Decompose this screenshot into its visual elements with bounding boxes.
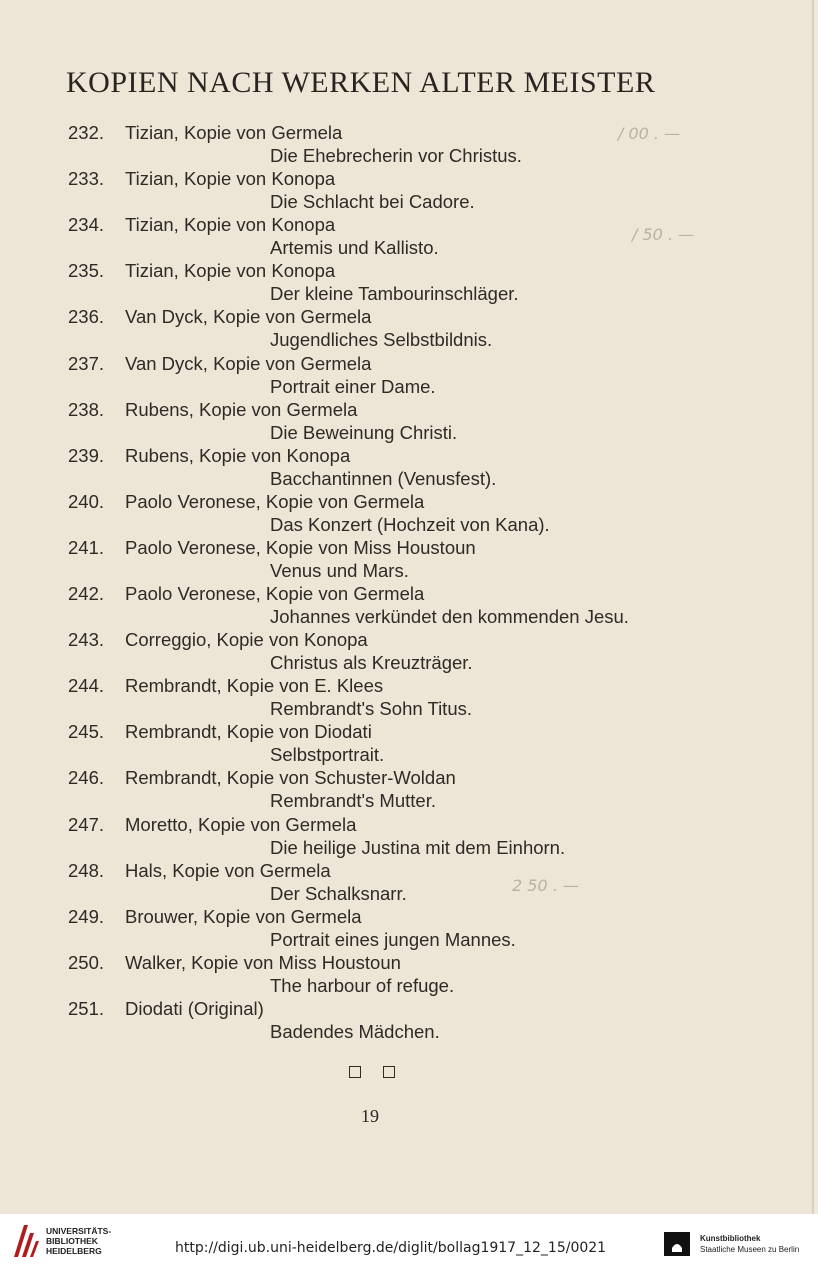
viewer-footer <box>0 1214 818 1276</box>
catalog-entry <box>0 721 812 767</box>
page-heading: KOPIEN NACH WERKEN ALTER MEISTER <box>66 66 656 99</box>
entry-number: 247. <box>68 813 105 835</box>
entry-artist: Moretto, Kopie von Germela <box>125 813 357 835</box>
entry-title: Venus und Mars. <box>270 559 409 581</box>
entry-number: 238. <box>68 398 105 420</box>
entry-number: 235. <box>68 260 105 282</box>
entry-title: Jugendliches Selbstbildnis. <box>270 329 493 351</box>
catalog-entry <box>0 491 812 537</box>
entry-number: 243. <box>68 629 105 651</box>
entry-artist: Rubens, Kopie von Germela <box>125 398 358 420</box>
entry-title: Die Beweinung Christi. <box>270 421 458 443</box>
entry-artist: Rembrandt, Kopie von Schuster-Woldan <box>125 767 456 789</box>
entry-number: 250. <box>68 951 105 973</box>
entry-title: Bacchantinnen (Venusfest). <box>270 467 497 489</box>
catalog-entry <box>0 260 812 306</box>
catalog-entry <box>0 767 812 813</box>
entry-number: 244. <box>68 675 105 697</box>
entry-title: Die Schlacht bei Cadore. <box>270 191 475 213</box>
catalog-entry <box>0 860 812 906</box>
catalog-entry <box>0 629 812 675</box>
logo-line: UNIVERSITÄTS- <box>46 1226 112 1236</box>
logo-line: BIBLIOTHEK <box>46 1236 98 1246</box>
catalog-entry <box>0 537 812 583</box>
university-library-logo[interactable] <box>10 1223 111 1259</box>
page-number: 19 <box>361 1106 379 1126</box>
entry-artist: Tizian, Kopie von Konopa <box>125 260 336 282</box>
entry-number: 245. <box>68 721 105 743</box>
square-ornament-icon <box>349 1066 361 1078</box>
entry-title: Die heilige Justina mit dem Einhorn. <box>270 836 566 858</box>
entry-title: Johannes verkündet den kommenden Jesu. <box>270 606 629 627</box>
museum-emblem-icon <box>664 1232 690 1256</box>
entry-artist: Brouwer, Kopie von Germela <box>125 905 362 927</box>
square-ornament-icon <box>383 1066 395 1078</box>
entry-number: 240. <box>68 490 105 512</box>
logo-line: Staatliche Museen zu Berlin <box>700 1245 800 1254</box>
entry-artist: Rubens, Kopie von Konopa <box>125 444 351 466</box>
section-end-marks <box>349 1066 395 1078</box>
entry-number: 241. <box>68 536 105 558</box>
catalog-entry <box>0 168 812 214</box>
entry-title: Der Schalksnarr. <box>270 882 407 904</box>
catalog-entry <box>0 399 812 445</box>
entry-title: Selbstportrait. <box>270 744 385 766</box>
catalog-entry <box>0 675 812 721</box>
entry-title: Artemis und Kallisto. <box>270 237 439 259</box>
entry-artist: Correggio, Kopie von Konopa <box>125 629 368 651</box>
entry-number: 234. <box>68 214 105 236</box>
entry-artist: Walker, Kopie von Miss Houstoun <box>125 951 401 973</box>
entry-title: Das Konzert (Hochzeit von Kana). <box>270 513 550 535</box>
entry-number: 248. <box>68 859 105 881</box>
entry-artist: Diodati (Original) <box>125 997 264 1019</box>
catalog-entry <box>0 583 812 629</box>
kunstbibliothek-logo[interactable] <box>664 1232 799 1256</box>
entry-artist: Paolo Veronese, Kopie von Miss Houstoun <box>125 536 476 558</box>
entry-number: 232. <box>68 122 105 143</box>
entry-title: Christus als Kreuzträger. <box>270 652 473 674</box>
entry-artist: Tizian, Kopie von Konopa <box>125 168 336 190</box>
entry-number: 236. <box>68 306 105 328</box>
catalog-entry <box>0 814 812 860</box>
entry-title: The harbour of refuge. <box>270 974 455 996</box>
catalog-entry <box>0 906 812 952</box>
catalog-entry <box>0 353 812 399</box>
entry-number: 251. <box>68 997 105 1019</box>
entry-number: 242. <box>68 583 105 604</box>
entry-artist: Tizian, Kopie von Germela <box>125 122 343 143</box>
logo-line: Kunstbibliothek <box>700 1234 761 1243</box>
entry-artist: Van Dyck, Kopie von Germela <box>125 306 372 328</box>
entry-artist: Paolo Veronese, Kopie von Germela <box>125 583 425 604</box>
entry-number: 246. <box>68 767 105 789</box>
entry-title: Badendes Mädchen. <box>270 1020 440 1042</box>
catalog-entry <box>0 952 812 998</box>
entry-artist: Rembrandt, Kopie von Diodati <box>125 721 372 743</box>
handwritten-note: / 00 . — <box>618 124 681 143</box>
entry-title: Die Ehebrecherin vor Christus. <box>270 145 522 166</box>
entry-number: 237. <box>68 352 105 374</box>
document-url-link[interactable]: http://digi.ub.uni-heidelberg.de/diglit/bollag1917_12_15/0021 <box>175 1240 607 1256</box>
entry-artist: Hals, Kopie von Germela <box>125 859 331 881</box>
entry-number: 239. <box>68 444 105 466</box>
entry-artist: Rembrandt, Kopie von E. Klees <box>125 675 384 697</box>
catalog-entry <box>0 445 812 491</box>
entry-artist: Paolo Veronese, Kopie von Germela <box>125 490 425 512</box>
entry-artist: Van Dyck, Kopie von Germela <box>125 352 372 374</box>
entry-title: Rembrandt's Mutter. <box>270 790 436 812</box>
handwritten-note: 2 50 . — <box>512 876 579 895</box>
handwritten-note: / 50 . — <box>632 225 695 244</box>
entry-number: 233. <box>68 168 105 190</box>
library-emblem-icon <box>10 1223 40 1259</box>
catalog-entry <box>0 306 812 352</box>
catalog-entry <box>0 122 812 168</box>
logo-line: HEIDELBERG <box>46 1246 102 1256</box>
entry-artist: Tizian, Kopie von Konopa <box>125 214 336 236</box>
entry-title: Portrait eines jungen Mannes. <box>270 928 516 950</box>
entry-title: Portrait einer Dame. <box>270 375 436 397</box>
entry-number: 249. <box>68 905 105 927</box>
catalog-entry <box>0 998 812 1044</box>
entry-title: Rembrandt's Sohn Titus. <box>270 698 472 720</box>
entry-title: Der kleine Tambourinschläger. <box>270 283 519 305</box>
